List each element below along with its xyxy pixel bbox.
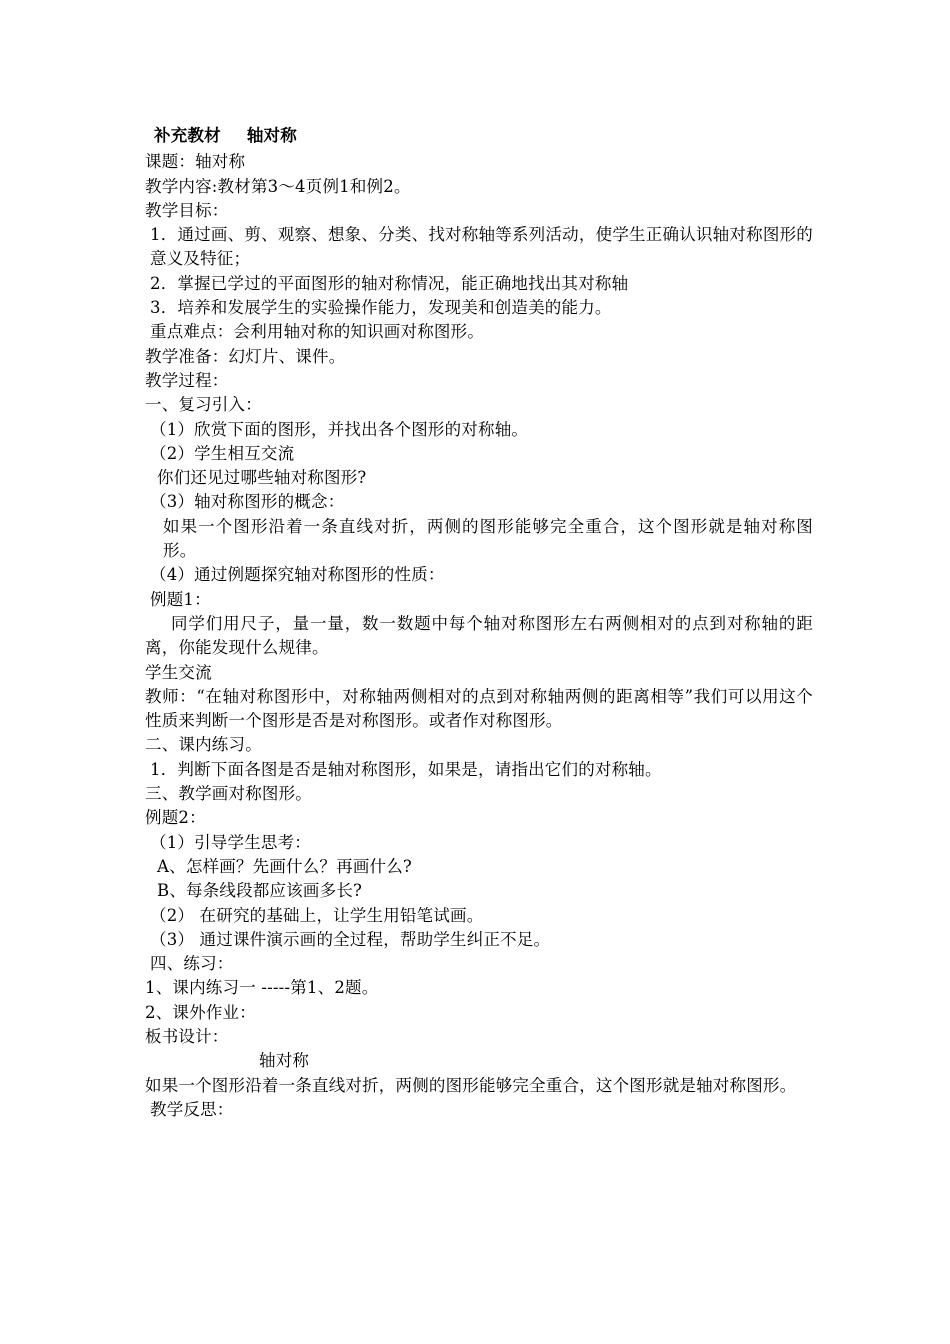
- board-definition: 如果一个图形沿着一条直线对折，两侧的图形能够完全重合，这个图形就是轴对称图形。: [145, 1075, 797, 1095]
- student-exchange: 学生交流: [145, 662, 212, 682]
- step-1-2: （2）学生相互交流: [150, 443, 295, 463]
- objective-3: 3．培养和发展学生的实验操作能力，发现美和创造美的能力。: [150, 298, 612, 318]
- document-page: [145, 124, 813, 1122]
- example-1-heading: 例题1：: [150, 589, 211, 609]
- reflection-heading: 教学反思：: [150, 1099, 234, 1119]
- lesson-content: 教学内容:教材第3～4页例1和例2。: [145, 176, 411, 196]
- section-3-heading: 三、教学画对称图形。: [145, 784, 312, 804]
- preparation: 教学准备：幻灯片、课件。: [145, 346, 346, 366]
- section-2-heading: 二、课内练习。: [145, 735, 262, 755]
- step-3-3: （3） 通过课件演示画的全过程，帮助学生纠正不足。: [150, 929, 551, 949]
- section-4-heading: 四、练习：: [150, 954, 234, 974]
- title-part-a: 补充教材: [154, 126, 221, 145]
- step-3-1: （1）引导学生思考：: [150, 832, 311, 852]
- question-line: 你们还见过哪些轴对称图形?: [157, 468, 367, 488]
- step-3-2: （2） 在研究的基础上，让学生用铅笔试画。: [150, 905, 484, 925]
- objective-1: 1．通过画、剪、观察、想象、分类、找对称轴等系列活动，使学生正确认识轴对称图形的意义及特征；: [150, 225, 813, 269]
- question-a: A、怎样画？先画什么？再画什么?: [157, 856, 412, 876]
- concept-definition: 如果一个图形沿着一条直线对折，两侧的图形能够完全重合，这个图形就是轴对称图形。: [163, 516, 813, 561]
- section-1-heading: 一、复习引入：: [145, 395, 262, 415]
- practice-1: 1、课内练习一 -----第1、2题。: [145, 978, 379, 998]
- example-1-text: 同学们用尺子，量一量，数一数题中每个轴对称图形左右两侧相对的点到对称轴的距离，你能发现什么规律。: [145, 613, 813, 658]
- board-title: 轴对称: [259, 1051, 310, 1071]
- teacher-summary: 教师：“在轴对称图形中，对称轴两侧相对的点到对称轴两侧的距离相等”我们可以用这个性质来判断一个图形是否是对称图形。或者作对称图形。: [145, 686, 813, 731]
- question-b: B、每条线段都应该画多长?: [157, 881, 363, 901]
- exercise-1: 1．判断下面各图是否是轴对称图形，如果是，请指出它们的对称轴。: [150, 759, 662, 779]
- step-1-4: （4）通过例题探究轴对称图形的性质：: [150, 565, 445, 585]
- example-2-heading: 例题2：: [145, 808, 206, 828]
- doc-title: [145, 124, 813, 148]
- objectives-heading: 教学目标：: [145, 200, 229, 220]
- lesson-topic: 课题：轴对称: [145, 152, 246, 172]
- title-part-b: 轴对称: [246, 126, 297, 145]
- step-1-1: （1）欣赏下面的图形，并找出各个图形的对称轴。: [150, 419, 529, 439]
- key-difficulty: 重点难点：会利用轴对称的知识画对称图形。: [150, 322, 484, 342]
- objective-2: 2．掌握已学过的平面图形的轴对称情况，能正确地找出其对称轴: [150, 273, 629, 293]
- practice-2: 2、课外作业：: [145, 1002, 256, 1022]
- board-design-heading: 板书设计：: [145, 1026, 229, 1046]
- process-heading: 教学过程：: [145, 370, 229, 390]
- step-1-3: （3）轴对称图形的概念：: [150, 492, 345, 512]
